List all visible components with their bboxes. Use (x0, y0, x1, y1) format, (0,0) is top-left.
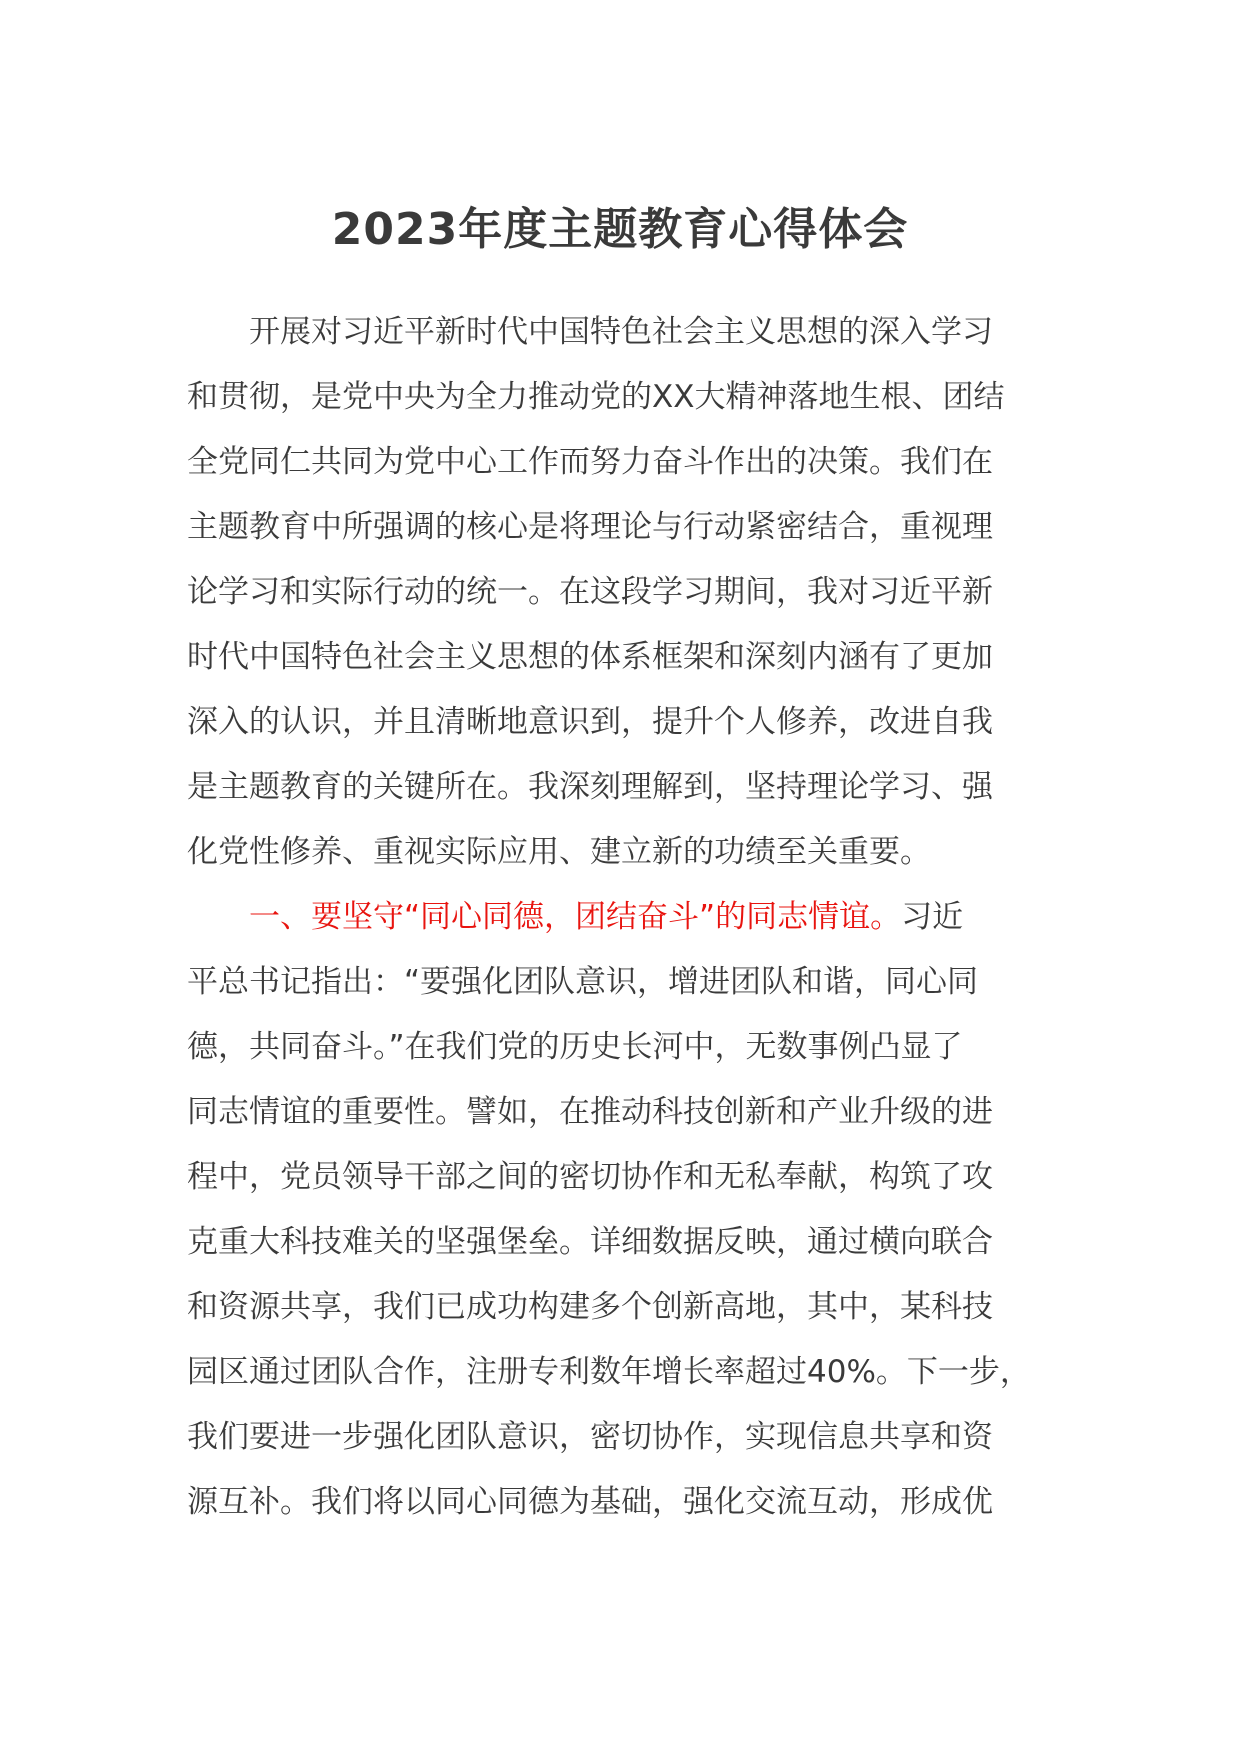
section-heading: 一、要坚守“同心同德，团结奋斗”的同志情谊。 (249, 899, 902, 935)
text-line: 德，共同奋斗。”在我们党的历史长河中，无数事例凸显了 (187, 1029, 963, 1065)
text-line: 同志情谊的重要性。譬如，在推动科技创新和产业升级的进 (187, 1094, 993, 1130)
text-line: 时代中国特色社会主义思想的体系框架和深刻内涵有了更加 (187, 639, 993, 675)
text-line: 平总书记指出：“要强化团队意识，增进团队和谐，同心同 (187, 964, 979, 1000)
document-body (187, 300, 1067, 1535)
text-line: 克重大科技难关的坚强堡垒。详细数据反映，通过横向联合 (187, 1224, 993, 1260)
text-line: 化党性修养、重视实际应用、建立新的功绩至关重要。 (187, 834, 931, 870)
text-line: 全党同仁共同为党中心工作而努力奋斗作出的决策。我们在 (187, 444, 993, 480)
text-line: 和贯彻，是党中央为全力推动党的XX大精神落地生根、团结 (187, 379, 1005, 415)
text-line: 是主题教育的关键所在。我深刻理解到，坚持理论学习、强 (187, 769, 993, 805)
document-title: 2023年度主题教育心得体会 (331, 204, 909, 255)
text-line: 程中，党员领导干部之间的密切协作和无私奉献，构筑了攻 (187, 1159, 993, 1195)
text-line: 源互补。我们将以同心同德为基础，强化交流互动，形成优 (187, 1484, 993, 1520)
section-heading-continuation: 习近 (901, 899, 964, 935)
text-line: 开展对习近平新时代中国特色社会主义思想的深入学习 (249, 314, 993, 350)
text-line (187, 885, 1067, 950)
paragraph-intro-continued (187, 365, 1067, 885)
text-line: 深入的认识，并且清晰地意识到，提升个人修养，改进自我 (187, 704, 993, 740)
paragraph-section-one (187, 885, 1067, 950)
text-line: 论学习和实际行动的统一。在这段学习期间，我对习近平新 (187, 574, 993, 610)
paragraph-intro (187, 300, 1067, 365)
paragraph-section-one-continued (187, 950, 1067, 1535)
text-line: 我们要进一步强化团队意识，密切协作，实现信息共享和资 (187, 1419, 993, 1455)
text-line: 主题教育中所强调的核心是将理论与行动紧密结合，重视理 (187, 509, 993, 545)
text-line: 和资源共享，我们已成功构建多个创新高地，其中，某科技 (187, 1289, 993, 1325)
text-line: 园区通过团队合作，注册专利数年增长率超过40%。下一步， (187, 1354, 1031, 1390)
